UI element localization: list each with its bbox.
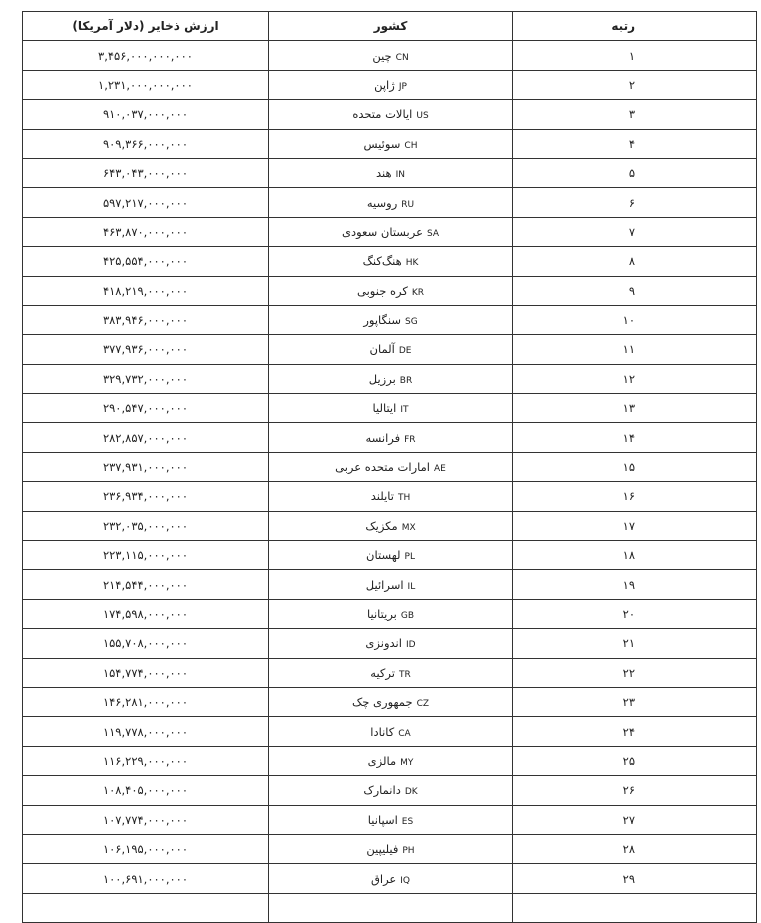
country-cell: [269, 599, 513, 628]
country-code: RU: [401, 199, 415, 210]
value-cell: ۱۰۸,۴۰۵,۰۰۰,۰۰۰: [23, 776, 269, 805]
rank-cell: ۳: [513, 100, 757, 129]
table-row: [23, 864, 757, 893]
value-cell: ۶۴۳,۰۴۳,۰۰۰,۰۰۰: [23, 158, 269, 187]
country-name: عربستان سعودی: [341, 224, 423, 239]
country-code: JP: [398, 81, 407, 92]
value-cell: ۱۰۶,۱۹۵,۰۰۰,۰۰۰: [23, 834, 269, 863]
table-row: [23, 423, 757, 452]
value-cell: ۳۷۷,۹۳۶,۰۰۰,۰۰۰: [23, 335, 269, 364]
value-cell: ۴۲۵,۵۵۴,۰۰۰,۰۰۰: [23, 247, 269, 276]
country-cell: [269, 100, 513, 129]
country-code: TR: [398, 669, 411, 680]
header-rank: رتبه: [513, 12, 757, 41]
country-cell: [269, 247, 513, 276]
table-row: [23, 305, 757, 334]
value-cell: ۲۹۰,۵۴۷,۰۰۰,۰۰۰: [23, 394, 269, 423]
country-cell: [269, 158, 513, 187]
country-code: PL: [404, 552, 415, 563]
value-cell: ۵۹۷,۲۱۷,۰۰۰,۰۰۰: [23, 188, 269, 217]
country-name: آلمان: [369, 342, 395, 357]
rank-cell: ۱۰: [513, 305, 757, 334]
reserves-table-container: [22, 11, 756, 923]
empty-cell: [23, 893, 269, 922]
rank-cell: ۲۵: [513, 746, 757, 775]
country-code: IL: [407, 581, 416, 592]
table-row: [23, 452, 757, 481]
country-code: SA: [426, 228, 440, 239]
country-name: اسرائیل: [365, 577, 404, 592]
country-name: فرانسه: [365, 430, 401, 445]
country-cell: [269, 687, 513, 716]
table-body: [23, 41, 757, 923]
country-code: CA: [398, 728, 411, 739]
value-cell: ۲۸۲,۸۵۷,۰۰۰,۰۰۰: [23, 423, 269, 452]
table-row: [23, 658, 757, 687]
country-name: عراق: [370, 871, 397, 886]
country-cell: [269, 129, 513, 158]
country-cell: [269, 629, 513, 658]
country-cell: [269, 305, 513, 334]
country-code: HK: [405, 258, 419, 269]
country-name: ژاپن: [374, 77, 395, 92]
country-cell: [269, 452, 513, 481]
country-code: IQ: [400, 875, 411, 886]
country-code: PH: [402, 846, 415, 857]
value-cell: ۱۰۰,۶۹۱,۰۰۰,۰۰۰: [23, 864, 269, 893]
table-row: [23, 511, 757, 540]
country-cell: [269, 335, 513, 364]
rank-cell: ۱۱: [513, 335, 757, 364]
table-row: [23, 70, 757, 99]
country-name: جمهوری چک: [351, 695, 413, 710]
country-cell: [269, 511, 513, 540]
table-row: [23, 834, 757, 863]
country-name: تایلند: [370, 489, 394, 504]
country-name: لهستان: [366, 548, 401, 563]
value-cell: ۳۸۳,۹۴۶,۰۰۰,۰۰۰: [23, 305, 269, 334]
empty-cell: [513, 893, 757, 922]
country-name: اسپانیا: [367, 812, 398, 827]
rank-cell: ۱۸: [513, 541, 757, 570]
table-row: [23, 335, 757, 364]
table-row: [23, 717, 757, 746]
value-cell: ۲۱۴,۵۴۴,۰۰۰,۰۰۰: [23, 570, 269, 599]
rank-cell: ۲: [513, 70, 757, 99]
country-code: FR: [404, 434, 416, 445]
table-row: [23, 570, 757, 599]
country-cell: [269, 70, 513, 99]
country-cell: [269, 394, 513, 423]
header-country: کشور: [269, 12, 513, 41]
rank-cell: ۴: [513, 129, 757, 158]
value-cell: ۲۳۶,۹۳۴,۰۰۰,۰۰۰: [23, 482, 269, 511]
country-cell: [269, 217, 513, 246]
value-cell: ۹۱۰,۰۳۷,۰۰۰,۰۰۰: [23, 100, 269, 129]
country-code: AE: [434, 464, 446, 475]
value-cell: ۴۶۳,۸۷۰,۰۰۰,۰۰۰: [23, 217, 269, 246]
country-name: بریتانیا: [366, 607, 397, 621]
country-cell: [269, 834, 513, 863]
value-cell: ۱۱۶,۲۲۹,۰۰۰,۰۰۰: [23, 746, 269, 775]
country-name: فیلیپین: [366, 842, 399, 857]
country-code: CH: [404, 140, 418, 151]
reserves-table: [22, 11, 757, 923]
rank-cell: ۹: [513, 276, 757, 305]
rank-cell: ۱۳: [513, 394, 757, 423]
value-cell: ۴۱۸,۲۱۹,۰۰۰,۰۰۰: [23, 276, 269, 305]
country-name: کره جنوبی: [357, 283, 408, 298]
country-name: کانادا: [370, 724, 395, 739]
table-row: [23, 100, 757, 129]
country-name: مالزی: [367, 753, 397, 768]
rank-cell: ۲۴: [513, 717, 757, 746]
rank-cell: ۲۷: [513, 805, 757, 834]
rank-cell: ۱۲: [513, 364, 757, 393]
table-row: [23, 687, 757, 716]
country-cell: [269, 541, 513, 570]
country-name: هنگ‌کنگ: [362, 254, 402, 269]
table-row: [23, 629, 757, 658]
table-row: [23, 805, 757, 834]
table-row: [23, 188, 757, 217]
table-row: [23, 217, 757, 246]
table-row: [23, 158, 757, 187]
country-name: ترکیه: [370, 665, 395, 680]
country-cell: [269, 188, 513, 217]
rank-cell: ۱۷: [513, 511, 757, 540]
country-name: امارات متحده عربی: [335, 460, 430, 475]
value-cell: ۱۰۷,۷۷۴,۰۰۰,۰۰۰: [23, 805, 269, 834]
country-cell: [269, 482, 513, 511]
table-row: [23, 599, 757, 628]
value-cell: ۱۱۹,۷۷۸,۰۰۰,۰۰۰: [23, 717, 269, 746]
country-name: ایالات متحده: [352, 107, 413, 122]
country-name: مکزیک: [365, 518, 398, 533]
country-code: MX: [401, 522, 416, 533]
country-code: SG: [404, 317, 418, 328]
table-row: [23, 394, 757, 423]
rank-cell: ۲۹: [513, 864, 757, 893]
country-code: TH: [397, 493, 411, 504]
value-cell: ۲۳۲,۰۳۵,۰۰۰,۰۰۰: [23, 511, 269, 540]
country-name: دانمارک: [363, 783, 401, 798]
rank-cell: ۷: [513, 217, 757, 246]
rank-cell: ۱: [513, 41, 757, 70]
country-name: چین: [372, 48, 392, 63]
country-code: KR: [411, 287, 424, 298]
country-cell: [269, 364, 513, 393]
country-cell: [269, 41, 513, 70]
country-code: MY: [400, 757, 414, 768]
country-cell: [269, 658, 513, 687]
table-row: [23, 364, 757, 393]
country-cell: [269, 276, 513, 305]
table-header-row: [23, 12, 757, 41]
country-cell: [269, 805, 513, 834]
rank-cell: ۱۶: [513, 482, 757, 511]
table-row: [23, 541, 757, 570]
rank-cell: ۲۶: [513, 776, 757, 805]
rank-cell: ۲۱: [513, 629, 757, 658]
country-cell: [269, 776, 513, 805]
country-code: BR: [399, 375, 413, 386]
country-code: DE: [398, 346, 412, 357]
country-code: ID: [405, 640, 416, 651]
country-cell: [269, 864, 513, 893]
country-code: GB: [400, 611, 415, 621]
rank-cell: ۱۵: [513, 452, 757, 481]
country-code: DK: [404, 787, 418, 798]
country-name: هند: [376, 166, 392, 181]
rank-cell: ۲۳: [513, 687, 757, 716]
rank-cell: ۵: [513, 158, 757, 187]
value-cell: ۱۵۵,۷۰۸,۰۰۰,۰۰۰: [23, 629, 269, 658]
country-name: اندونزی: [365, 636, 402, 651]
country-name: سنگاپور: [363, 313, 401, 328]
country-code: IT: [400, 405, 409, 416]
table-row: [23, 776, 757, 805]
value-cell: ۱۴۶,۲۸۱,۰۰۰,۰۰۰: [23, 687, 269, 716]
country-cell: [269, 746, 513, 775]
table-row: [23, 129, 757, 158]
table-row: [23, 41, 757, 70]
table-row-partial: [23, 893, 757, 922]
country-code: CZ: [416, 699, 430, 710]
rank-cell: ۱۹: [513, 570, 757, 599]
country-cell: [269, 570, 513, 599]
table-row: [23, 276, 757, 305]
rank-cell: ۲۸: [513, 834, 757, 863]
rank-cell: ۲۲: [513, 658, 757, 687]
country-name: سوئیس: [363, 136, 401, 151]
country-cell: [269, 717, 513, 746]
value-cell: ۱۵۴,۷۷۴,۰۰۰,۰۰۰: [23, 658, 269, 687]
empty-cell: [269, 893, 513, 922]
country-code: ES: [401, 816, 414, 827]
rank-cell: ۲۰: [513, 599, 757, 628]
rank-cell: ۱۴: [513, 423, 757, 452]
header-value: ارزش ذخایر (دلار آمریکا): [23, 12, 269, 41]
table-row: [23, 247, 757, 276]
value-cell: ۱,۲۳۱,۰۰۰,۰۰۰,۰۰۰: [23, 70, 269, 99]
value-cell: ۱۷۴,۵۹۸,۰۰۰,۰۰۰: [23, 599, 269, 628]
table-row: [23, 746, 757, 775]
country-code: IN: [395, 170, 405, 181]
country-name: روسیه: [366, 195, 398, 210]
value-cell: ۹۰۹,۳۶۶,۰۰۰,۰۰۰: [23, 129, 269, 158]
country-name: ایتالیا: [372, 401, 397, 416]
value-cell: ۳,۴۵۶,۰۰۰,۰۰۰,۰۰۰: [23, 41, 269, 70]
value-cell: ۲۳۷,۹۳۱,۰۰۰,۰۰۰: [23, 452, 269, 481]
country-code: CN: [395, 52, 409, 63]
country-code: US: [416, 111, 429, 122]
country-name: برزیل: [368, 371, 396, 386]
country-cell: [269, 423, 513, 452]
rank-cell: ۶: [513, 188, 757, 217]
value-cell: ۳۲۹,۷۳۲,۰۰۰,۰۰۰: [23, 364, 269, 393]
table-row: [23, 482, 757, 511]
value-cell: ۲۲۳,۱۱۵,۰۰۰,۰۰۰: [23, 541, 269, 570]
rank-cell: ۸: [513, 247, 757, 276]
